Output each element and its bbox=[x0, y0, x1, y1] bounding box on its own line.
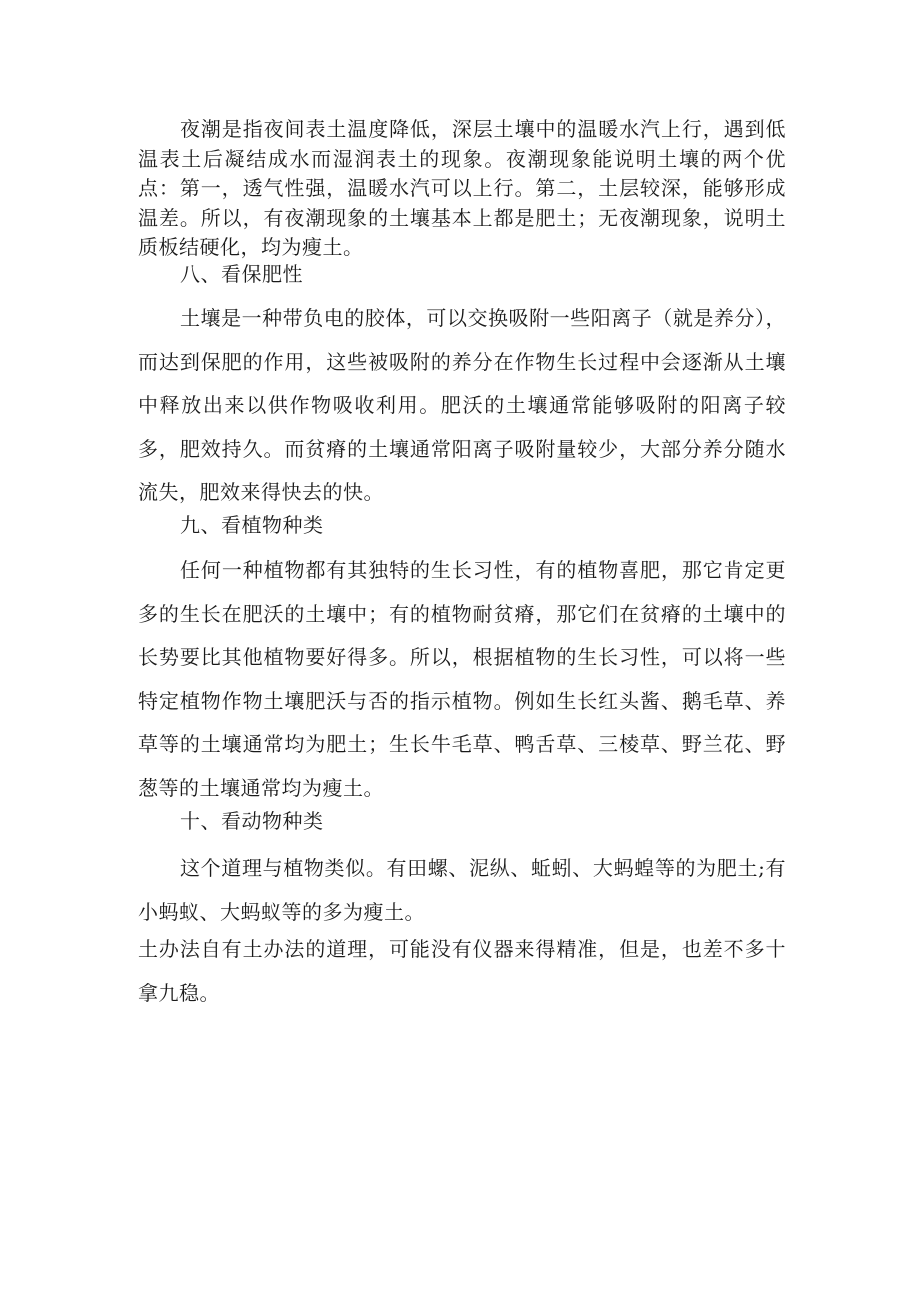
heading-plant-types: 九、看植物种类 bbox=[180, 513, 324, 537]
paragraph-fertility-retention: 土壤是一种带负电的胶体，可以交换吸附一些阳离子（就是养分），而达到保肥的作用，这些被吸附的养分在作物生长过程中会逐渐从土壤中释放出来以供作物吸收利用。肥沃的土壤通常能够吸附的阳离子较多，肥效持久。而贫瘠的土壤通常阳离子吸附量较少，大部分养分随水流失，肥效来得快去的快。 bbox=[138, 306, 786, 504]
heading-animal-types: 十、看动物种类 bbox=[180, 809, 324, 833]
paragraph-night-tide: 夜潮是指夜间表土温度降低，深层土壤中的温暖水汽上行，遇到低温表土后凝结成水而湿润表土的现象。夜潮现象能说明土壤的两个优点：第一，透气性强，温暖水汽可以上行。第二，土层较深，能够形成温差。所以，有夜潮现象的土壤基本上都是肥土；无夜潮现象，说明土质板结硬化，均为瘦土。 bbox=[138, 117, 786, 259]
paragraph-animal-types: 这个道理与植物类似。有田螺、泥纵、蚯蚓、大蚂蝗等的为肥土;有小蚂蚁、大蚂蚁等的多为瘦土。 bbox=[138, 856, 786, 924]
heading-fertility-retention: 八、看保肥性 bbox=[180, 262, 303, 286]
paragraph-plant-types: 任何一种植物都有其独特的生长习性，有的植物喜肥，那它肯定更多的生长在肥沃的土壤中；有的植物耐贫瘠，那它们在贫瘠的土壤中的长势要比其他植物要好得多。所以，根据植物的生长习性，可以将一些特定植物作物土壤肥沃与否的指示植物。例如生长红头酱、鹅毛草、养草等的土壤通常均为肥土；生长牛毛草、鸭舌草、三棱草、野兰花、野葱等的土壤通常均为瘦土。 bbox=[138, 558, 786, 800]
paragraph-conclusion: 土办法自有土办法的道理，可能没有仪器来得精准，但是，也差不多十拿九稳。 bbox=[138, 937, 786, 1005]
